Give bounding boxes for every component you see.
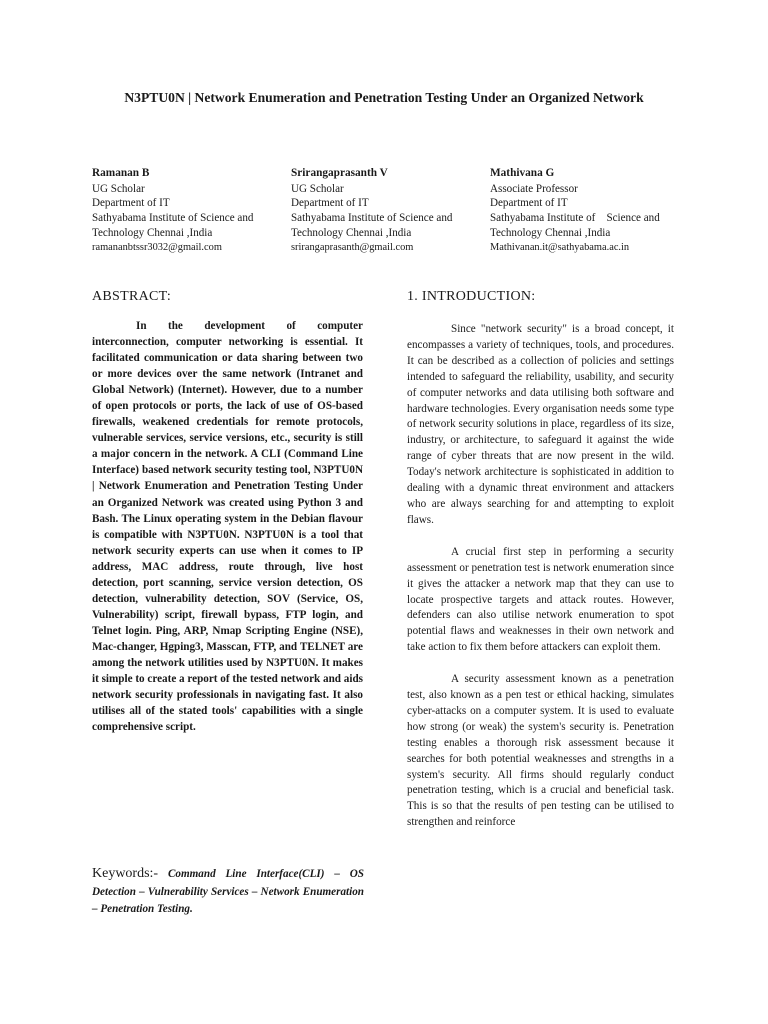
author-department: Department of IT [92, 197, 170, 210]
author-department: Department of IT [490, 197, 568, 210]
author-institution: Sathyabama Institute of Science and [291, 212, 453, 225]
intro-paragraph-1: Since "network security" is a broad concept, it encompasses a variety of techniques, tools, and procedures. It can be described as a collection of policies and settings intended to safeguard the reliability, usability, and security of computer networks and data utilising both software and hardware technologies. Every organisation needs some type of network security solutions in place, regardless of its size, industry, or architecture, to safeguard it against the wide range of cyber threats that are now present in the wild. Today's network architecture is sophisticated in addition to dealing with a dynamic threat environment and attackers who are always searching for and attempting to exploit flaws. [407, 323, 674, 526]
author-institution: Sathyabama Institute of Science and [92, 212, 254, 225]
keywords-text: Command Line Interface(CLI) – OS Detection – Vulnerability Services – Network Enumeration – Penetration Testing. [92, 868, 364, 915]
keywords [92, 865, 364, 919]
author-email: ramananbtssr3032@gmail.com [92, 241, 222, 253]
author-block-1 [92, 166, 280, 255]
abstract-heading: ABSTRACT: [92, 289, 172, 304]
intro-paragraph-3: A security assessment known as a penetration test, also known as a pen test or ethical hacking, simulates cyber-attacks on a computer system. It is used to evaluate how strong (or weak) the system's security is. Penetration testing enables a thorough risk assessment because it searches for both potential weaknesses and strengths in a system's security. All firms should regularly conduct penetration testing, which is a crucial and beneficial task. This is so that the results of pen testing can be utilised to strengthen and reinforce [407, 673, 674, 829]
author-location: Technology Chennai ,India [490, 226, 611, 239]
abstract-text [92, 318, 363, 735]
introduction-body [407, 322, 674, 847]
author-name: Srirangaprasanth V [291, 167, 388, 179]
author-block-2 [291, 166, 479, 255]
author-location: Technology Chennai ,India [291, 226, 412, 239]
author-institution: Sathyabama Institute of Science and [490, 212, 660, 225]
author-location: Technology Chennai ,India [92, 226, 213, 239]
author-role: UG Scholar [92, 182, 145, 195]
intro-paragraph-2: A crucial first step in performing a security assessment or penetration test is network enumeration since it gives the attacker a network map that they can use to locate prospective targets and attack routes. However, defenders can also utilise network enumeration to spot potential flaws and weaknesses in their own network and take action to fix them before attackers can exploit them. [407, 545, 674, 654]
author-email: Mathivanan.it@sathyabama.ac.in [490, 241, 630, 253]
author-role: Associate Professor [490, 182, 578, 195]
keywords-label: Keywords:- [92, 866, 159, 881]
paper-title: N3PTU0N | Network Enumeration and Penetration Testing Under an Organized Network [124, 90, 644, 105]
author-role: UG Scholar [291, 182, 344, 195]
author-name: Mathivana G [490, 167, 555, 179]
author-department: Department of IT [291, 197, 369, 210]
abstract-paragraph: In the development of computer interconnection, computer networking is essential. It facilitated communication or data sharing between two or more devices over the same network (Intranet and Global Network) (Internet). However, due to a number of open protocols or ports, the lack of use of OS-based firewalls, weakened credentials for remote protocols, vulnerable services, service versions, etc., security is still a major concern in the network. A CLI (Command Line Interface) based network security testing tool, N3PTU0N | Network Enumeration and Penetration Testing Under an Organized Network was created using Python 3 and Bash. The Linux operating system in the Debian flavour is compatible with N3PTU0N. N3PTU0N is a tool that network security experts can use when it comes to IP address, MAC address, route through, live host detection, port scanning, service version detection, OS detection, vulnerability detection, SOV (Service, OS, Vulnerability) script, firewall bypass, FTP login, and Telnet login. Ping, ARP, Nmap Scripting Engine (NSE), Mac-changer, Hgping3, Masscan, FTP, and TELNET are among the network utilities used by N3PTU0N. It makes it simple to create a report of the tested network and aids network security professionals in navigating fast. It also utilises all of the stated tools' capabilities with a single comprehensive script. [92, 320, 363, 734]
author-block-3 [490, 166, 678, 255]
author-email: srirangaprasanth@gmail.com [291, 241, 414, 253]
author-name: Ramanan B [92, 167, 150, 179]
introduction-heading: 1. INTRODUCTION: [407, 289, 536, 304]
